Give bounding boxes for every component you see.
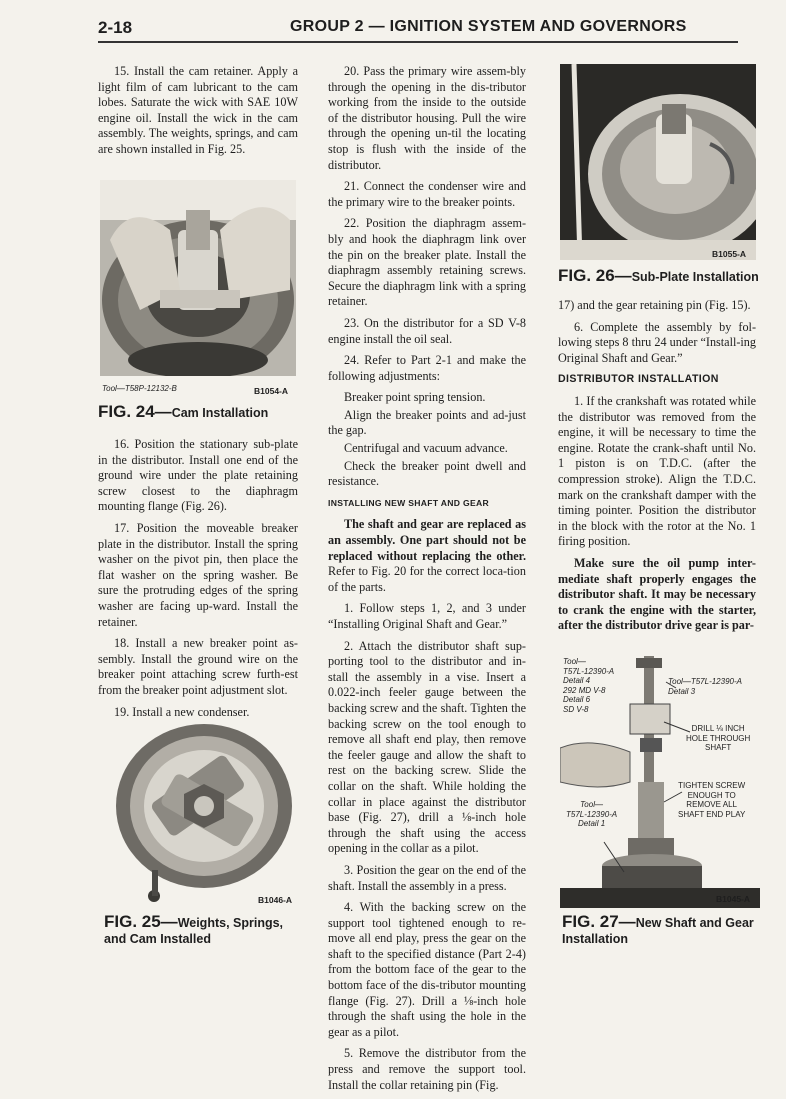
fig-27-label-tool-detail-4: Tool— T57L-12390-A Detail 4 292 MD V-8 Detail 6 SD V-8	[563, 657, 615, 714]
step-22: 22. Position the diaphragm assem-bly and hook the diaphragm link over the pin on the breaker plate. Install the diaphragm assembly retaining screws. Secure the diaphragm link with a spring retainer.	[328, 216, 526, 309]
fig-26-code: B1055-A	[712, 249, 747, 259]
fig-27-caption: FIG. 27—New Shaft and Gear Installation	[562, 912, 754, 946]
fig-26-photo	[560, 64, 756, 260]
step-24: 24. Refer to Part 2-1 and make the following adjustments:	[328, 353, 526, 383]
shaft-step-2: 2. Attach the distributor shaft sup-porting tool to the distributor and in-stall the assembly in a vise. Insert a 0.022-inch feeler gauge between the backing screw and the shaft. Tighten the backing screw on the tool enough to remove all shaft end play, then remove the feeler gauge and allow the shaft to rest on the backing screw. Slide the collar on the shaft. While holding the collar in place against the distributor base (Fig. 27), drill a ⅛-inch hole through the shaft using the access opening in the collar as a pilot.	[328, 638, 526, 856]
shaft-step-5: 5. Remove the distributor from the press and remove the support tool. Install the collar retaining pin (Fig.	[328, 1046, 526, 1092]
adjust-2: Align the breaker points and ad-just the gap.	[328, 407, 526, 438]
step-17: 17. Position the moveable breaker plate in the distributor. Install the spring washer on the pivot pin, then place the flat washer on the spring washer. Be sure the protruding edges of the spring washer are facing up-ward. Install the retainer.	[98, 520, 298, 629]
shaft-step-3: 3. Position the gear on the end of the shaft. Install the assembly in a press.	[328, 862, 526, 893]
step-20: 20. Pass the primary wire assem-bly through the opening in the dis-tributor working from the inside to the outside of the distributor housing. Pull the wire through the opening un-til the locating stop is flush with the inside of the distributor.	[328, 64, 526, 172]
step-15: 15. Install the cam retainer. Apply a light film of cam lubricant to the cam lobes. Saturate the wick with SAE 10W engine oil. Install the wick in the cam assembly. The weights, springs, and cam are shown installed in Fig. 25.	[98, 64, 298, 156]
page-number: 2-18	[98, 18, 133, 37]
shaft-step-1: 1. Follow steps 1, 2, and 3 under “Installing Original Shaft and Gear.”	[328, 601, 526, 631]
fig-27-code: B1045-A	[716, 894, 751, 904]
fig-25-code: B1046-A	[258, 895, 293, 905]
step-16: 16. Position the stationary sub-plate in the distributor. Install one end of the ground wire under the plate retaining screw closest to the diaphragm mounting flange (Fig. 26).	[98, 437, 298, 514]
fig-26-caption: FIG. 26—Sub-Plate Installation	[558, 266, 759, 285]
header-rule	[98, 41, 738, 43]
adjust-1: Breaker point spring tension.	[344, 390, 486, 405]
fig-24-code: B1054-A	[254, 386, 289, 396]
install-step-1: 1. If the crankshaft was rotated while the distributor was removed from the engine, it will be necessary to time the engine. Rotate the crank-shaft until No. 1 piston is on T.D.C. (after the compression stroke). Align the T.D.C. mark on the crankshaft damper with the timing pointer. Position the distributor in the block with the rotor at the No. 1 firing position.	[558, 393, 756, 549]
step-6: 6. Complete the assembly by fol-lowing steps 8 thru 24 under “Install-ing Original Shaft and Gear.”	[558, 319, 756, 365]
fig-27-label-tighten: TIGHTEN SCREW ENOUGH TO REMOVE ALL SHAFT END PLAY	[678, 781, 746, 819]
running-title: GROUP 2 — IGNITION SYSTEM AND GOVERNORS	[290, 18, 687, 35]
column-1-top	[98, 64, 298, 164]
fig-25-caption: FIG. 25—Weights, Springs, and Cam Installed	[104, 912, 284, 946]
shaft-step-4: 4. With the backing screw on the support tool tightened enough to re-move all end play, press the gear on the shaft to the specified distance (Part 2-4) from the bottom face of the gear to the bottom face of the dis-tributor mounting flange (Fig. 27). Drill a ⅛-inch hole through the shaft using the hole in the gear as a pilot.	[328, 900, 526, 1039]
column-1-mid	[98, 437, 298, 726]
fig-24-photo	[100, 180, 296, 396]
column-3	[558, 298, 756, 640]
subheading-new-shaft: INSTALLING NEW SHAFT AND GEAR	[328, 497, 489, 508]
fig-27-label-tool-detail-3: Tool—T57L-12390-A Detail 3	[668, 677, 742, 696]
column-2	[328, 64, 526, 1099]
step-19: 19. Install a new condenser.	[114, 704, 250, 719]
fig-27-label-tool-detail-1: Tool— T57L-12390-A Detail 1	[566, 800, 618, 828]
continued-text: 17) and the gear retaining pin (Fig. 15).	[558, 298, 751, 312]
adjust-4: Check the breaker point dwell and resistance.	[328, 458, 526, 489]
section-distributor-installation: DISTRIBUTOR INSTALLATION	[558, 373, 719, 386]
fig-25-photo	[104, 720, 300, 912]
fig-24-caption: FIG. 24—Cam Installation	[98, 402, 269, 421]
adjust-3: Centrifugal and vacuum advance.	[344, 441, 508, 456]
fig-27-label-drill: DRILL ⅛ INCH HOLE THROUGH SHAFT	[686, 724, 751, 752]
step-18: 18. Install a new breaker point as-sembly. Install the ground wire on the breaker point attaching screw furth-est from the breaker point adjustment slot.	[98, 636, 298, 697]
fig-24-tool-label: Tool—T58P-12132-B	[102, 384, 177, 393]
step-21: 21. Connect the condenser wire and the primary wire to the breaker points.	[328, 179, 526, 209]
shaft-intro: The shaft and gear are replaced as an assembly. One part should not be replaced without replacing the other. Refer to Fig. 20 for the correct loca-tion of the parts.	[328, 517, 526, 594]
install-warning: Make sure the oil pump inter-mediate shaft properly engages the distributor shaft. It may be necessary to crank the engine with the starter, after the distributor drive gear is par-	[558, 555, 756, 633]
page-header	[98, 14, 738, 40]
step-23: 23. On the distributor for a SD V-8 engine install the oil seal.	[328, 315, 526, 346]
